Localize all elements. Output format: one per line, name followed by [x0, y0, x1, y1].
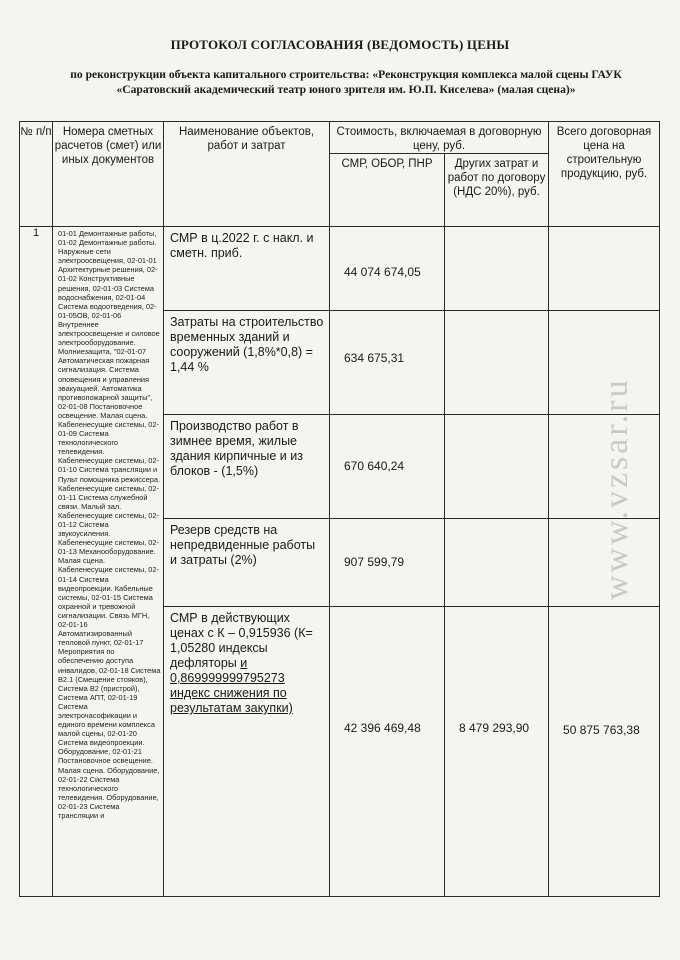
- item-name-cell: [164, 227, 330, 311]
- header-other: Других затрат и работ по договору (НДС 20%), руб.: [445, 154, 549, 227]
- item-name: Резерв средств на непредвиденные работы и затраты (2%): [170, 523, 316, 567]
- item-name-cell: [164, 415, 330, 519]
- item-name-underlined: и 0,869999999795273 индекс снижения по результатам закупки): [170, 656, 293, 715]
- other-value: 8 479 293,90: [459, 721, 530, 735]
- smr-cell: [330, 311, 445, 415]
- smr-cell: [330, 519, 445, 607]
- header-smr: СМР, ОБОР, ПНР: [330, 154, 445, 227]
- price-table: [19, 121, 660, 897]
- smr-cell: [330, 415, 445, 519]
- item-name-plain: СМР в действующих ценах с К – 0,915936 (К= 1,05280 индексы дефляторы: [170, 611, 313, 670]
- smr-value: 670 640,24: [344, 459, 405, 473]
- item-name-cell: [164, 519, 330, 607]
- total-value: 50 875 763,38: [563, 723, 640, 737]
- smr-value: 907 599,79: [344, 555, 405, 569]
- total-cell: [549, 227, 660, 311]
- smr-value: 44 074 674,05: [344, 264, 421, 279]
- table-row: [20, 227, 660, 311]
- smr-cell: [330, 227, 445, 311]
- smr-cell: [330, 607, 445, 897]
- docs-list: 01-01 Демонтажные работы, 01-02 Демонтажные работы. Наружные сети электроосвещения, 02-01-01 Архитектурные решения, 02-01-02 Конструктивные решения, 02-01-03 Система водоснабжения, 02-01-04 Система водоотведения, 02-01-05ОВ, 02-01-06 Внутреннее электроосвещение и силовое электрооборудование. Молниезащита, "02-01-07 Автоматическая пожарная сигнализация. Система оповещения и управления эвакуацией. Автоматика противопожарной защиты", 02-01-08 Постановочное освещение. Малая сцена. Кабеленесущие системы, 02-01-09 Система технологического телевидения. Кабеленесущие системы, 02-01-10 Система трансляции и Пульт помощника режиссера. Кабеленесущие системы, 02-01-11 Система служебной связи. Малый зал. Кабеленесущие системы, 02-01-12 Система звукоусиления. Кабеленесущие системы, 02-01-13 Механооборудование. Малая сцена. Кабеленесущие системы, 02-01-14 Система видеопроекции. Кабельные системы, 02-01-15 Система охранной и тревожной сигнализации. Связь МГН, 02-01-16 Автоматизированный тепловой пункт, 02-01-17 Мероприятия по обеспечению доступа инвалидов, 02-01-18 Система В2.1 (Смещение стояков), Система В2 (пристрой), Система АПТ, 02-01-19 Система электрочасофикации и единого времени комплекса малой сцены, 02-01-20 Система видеопроекции. Оборудование, 02-01-21 Постановочное освещение. Малая сцена. Оборудование, 02-01-22 Система технологического телевидения. Оборудование, 02-01-23 Система трансляции и: [58, 229, 161, 820]
- item-name: СМР в ц.2022 г. с накл. и сметн. приб.: [170, 231, 314, 260]
- document-title: ПРОТОКОЛ СОГЛАСОВАНИЯ (ВЕДОМОСТЬ) ЦЕНЫ: [170, 37, 510, 52]
- docs-cell: [53, 227, 164, 897]
- row-number: 1: [20, 227, 53, 897]
- item-name: Затраты на строительство временных зданий и сооружений (1,8%*0,8) = 1,44 %: [170, 315, 324, 374]
- item-name-cell: [164, 311, 330, 415]
- other-cell: [445, 519, 549, 607]
- item-name: [164, 607, 329, 716]
- header-docs: Номера сметных расчетов (смет) или иных документов: [53, 122, 164, 227]
- item-name-cell: [164, 607, 330, 897]
- watermark-text: www.vzsar.ru: [598, 377, 635, 600]
- document-subtitle: по реконструкции объекта капитального строительства: «Реконструкция комплекса малой сцены ГАУК «Саратовский академический театр юного зрителя им. Ю.П. Киселева» (малая сцена)»: [70, 68, 622, 96]
- other-cell: [445, 227, 549, 311]
- smr-value: 42 396 469,48: [344, 721, 421, 735]
- header-cost-group: Стоимость, включаемая в договорную цену, руб.: [330, 122, 549, 154]
- other-cell: [445, 415, 549, 519]
- total-cell: [549, 607, 660, 897]
- other-cell: [445, 607, 549, 897]
- header-name: Наименование объектов, работ и затрат: [164, 122, 330, 227]
- smr-value: 634 675,31: [344, 351, 405, 365]
- header-num: № п/п: [20, 122, 53, 227]
- header-total: Всего договорная цена на строительную продукцию, руб.: [549, 122, 660, 227]
- item-name: Производство работ в зимнее время, жилые здания кирпичные и из блоков - (1,5%): [170, 419, 303, 478]
- other-cell: [445, 311, 549, 415]
